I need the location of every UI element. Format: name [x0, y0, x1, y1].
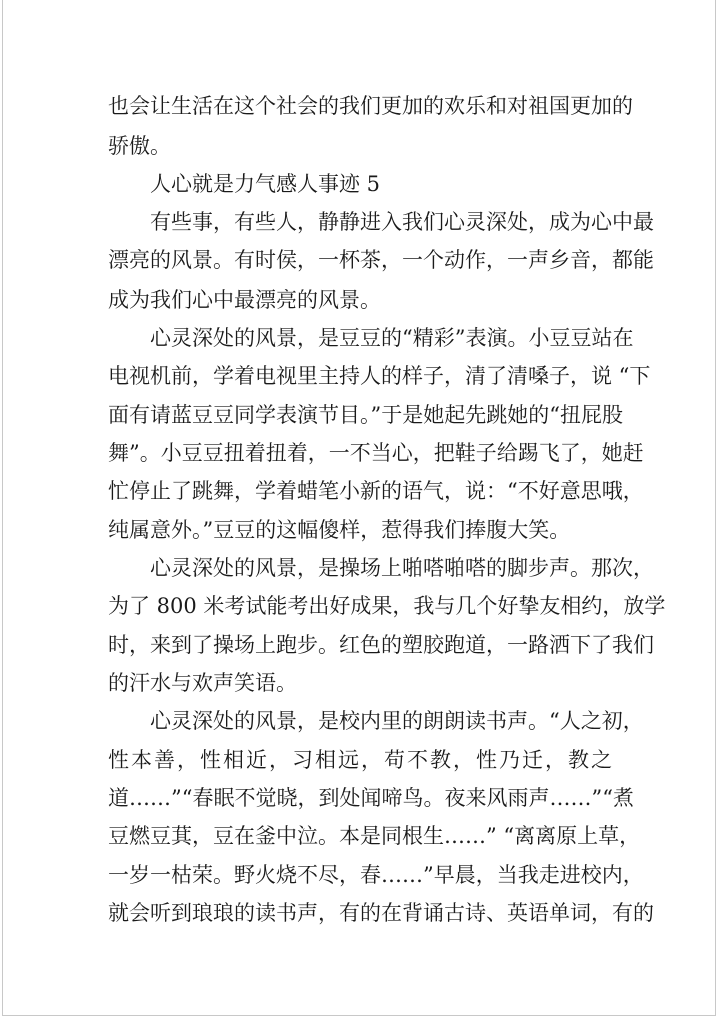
text-line: 纯属意外。”豆豆的这幅傻样，惹得我们捧腹大笑。 [108, 518, 571, 542]
text-line: 的汗水与欢声笑语。 [108, 671, 297, 695]
text-line: 道……”“春眠不觉晓，到处闻啼鸟。夜来风雨声……”“煮 [108, 786, 634, 810]
text-line: 就会听到琅琅的读书声，有的在背诵古诗、英语单词，有的 [108, 901, 654, 925]
text-line: 也会让生活在这个社会的我们更加的欢乐和对祖国更加的 [108, 94, 633, 118]
text-line: 心灵深处的风景，是操场上啪嗒啪嗒的脚步声。那次， [150, 556, 654, 580]
text-line: 心灵深处的风景，是校内里的朗朗读书声。“人之初， [150, 709, 644, 733]
text-line: 忙停止了跳舞，学着蜡笔小新的语气，说：“不好意思哦， [108, 479, 644, 503]
section-heading: 人心就是力气感人事迹 5 [150, 172, 381, 196]
text-line: 一岁一枯荣。野火烧不尽，春……”早晨，当我走进校内， [108, 863, 644, 887]
text-line: 电视机前，学着电视里主持人的样子，清了清嗓子，说 “下 [108, 364, 651, 388]
text-line: 骄傲。 [108, 134, 171, 158]
text-line: 成为我们心中最漂亮的风景。 [108, 288, 381, 312]
text-line: 性本善，性相近，习相远，苟不教，性乃迁，教之 [108, 748, 612, 772]
text-line: 豆燃豆萁，豆在釜中泣。本是同根生……” “离离原上草， [108, 824, 641, 848]
text-line: 有些事，有些人，静静进入我们心灵深处，成为心中最 [150, 210, 654, 234]
text-line: 为了 800 米考试能考出好成果，我与几个好挚友相约，放学 [108, 594, 666, 618]
text-line: 心灵深处的风景，是豆豆的“精彩”表演。小豆豆站在 [150, 326, 634, 350]
text-line: 面有请蓝豆豆同学表演节目。”于是她起先跳她的“扭屁股 [108, 403, 623, 427]
text-line: 舞”。小豆豆扭着扭着，一不当心，把鞋子给踢飞了，她赶 [108, 441, 644, 465]
text-line: 时，来到了操场上跑步。红色的塑胶跑道，一路洒下了我们 [108, 633, 654, 657]
text-line: 漂亮的风景。有时侯，一杯茶，一个动作，一声乡音，都能 [108, 248, 654, 272]
